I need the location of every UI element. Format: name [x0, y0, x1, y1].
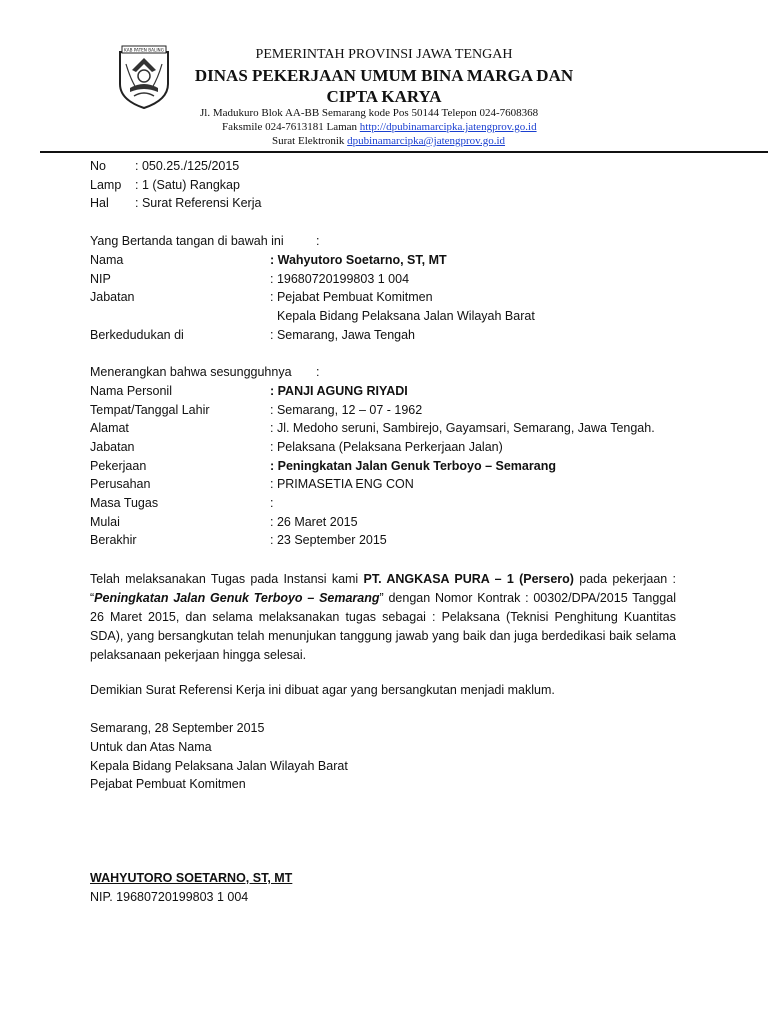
letterhead-divider [40, 151, 768, 153]
signer-intro-colon: : [316, 234, 320, 248]
signer-location-label: Berkedudukan di [90, 328, 184, 342]
ref-hal-value: : Surat Referensi Kerja [135, 196, 262, 210]
email-link[interactable]: dpubinamarcipka@jatengprov.go.id [347, 135, 506, 147]
person-company-value: : PRIMASETIA ENG CON [270, 477, 414, 491]
person-intro: Menerangkan bahwa sesungguhnya [90, 365, 292, 379]
person-name-value: : PANJI AGUNG RIYADI [270, 384, 408, 398]
sign-title-2: Pejabat Pembuat Komitmen [90, 777, 246, 791]
person-job-value: : Peningkatan Jalan Genuk Terboyo – Semarang [270, 459, 556, 473]
closing-sentence: Demikian Surat Referensi Kerja ini dibuat agar yang bersangkutan menjadi maklum. [90, 683, 555, 697]
person-term-value: : [270, 496, 274, 510]
person-end-label: Berakhir [90, 533, 137, 547]
ref-lamp-value: : 1 (Satu) Rangkap [135, 178, 240, 192]
signer-intro: Yang Bertanda tangan di bawah ini [90, 234, 284, 248]
sign-on-behalf: Untuk dan Atas Nama [90, 740, 212, 754]
signer-position-label: Jabatan [90, 290, 135, 304]
person-birth-value: : Semarang, 12 – 07 - 1962 [270, 403, 423, 417]
person-position-value: : Pelaksana (Pelaksana Perkerjaan Jalan) [270, 440, 503, 454]
ref-no-value: : 050.25./125/2015 [135, 159, 240, 173]
person-start-value: : 26 Maret 2015 [270, 515, 358, 529]
person-address-label: Alamat [90, 421, 129, 435]
signer-location-value: : Semarang, Jawa Tengah [270, 328, 416, 342]
statement-paragraph [90, 570, 676, 665]
statement-part3: ” dengan Nomor Kontrak : 00302/DPA/2015 Tanggal 26 Maret 2015, dan selama melaksanakan tugas sebagai : Pelaksana (Teknisi Penghitung Kuantitas SDA), yang bersangkutan telah menunjukan tanggung jawab yang baik dan juga berdedikasi baik selama pelaksanaan pekerjaan hingga selesai. [90, 591, 676, 662]
person-start-label: Mulai [90, 515, 120, 529]
signer-nip-label: NIP [90, 272, 111, 286]
signer-name-value: : Wahyutoro Soetarno, ST, MT [270, 253, 447, 267]
fax-label: Faksmile 024-7613181 Laman [222, 121, 360, 133]
sign-title-1: Kepala Bidang Pelaksana Jalan Wilayah Barat [90, 759, 348, 773]
ref-hal-label: Hal [90, 196, 109, 210]
letterhead-fax-website [222, 121, 537, 133]
sign-place-date: Semarang, 28 September 2015 [90, 721, 265, 735]
person-term-label: Masa Tugas [90, 496, 159, 510]
letterhead-agency-line2: CIPTA KARYA [326, 87, 442, 106]
statement-company: PT. ANGKASA PURA – 1 (Persero) [363, 572, 574, 586]
person-address-value: : Jl. Medoho seruni, Sambirejo, Gayamsari, Semarang, Jawa Tengah. [270, 421, 655, 435]
person-job-label: Pekerjaan [90, 459, 147, 473]
signer-name-label: Nama [90, 253, 124, 267]
statement-part2: pada pekerjaan : “ [90, 572, 677, 605]
signer-position-value-2: Kepala Bidang Pelaksana Jalan Wilayah Barat [277, 309, 535, 323]
signer-position-value: : Pejabat Pembuat Komitmen [270, 290, 433, 304]
statement-part1: Telah melaksanakan Tugas pada Instansi kami [90, 572, 364, 586]
ref-no-label: No [90, 159, 106, 173]
logo-text: KAB PATEN BALING [124, 47, 164, 53]
letterhead-government: PEMERINTAH PROVINSI JAWA TENGAH [255, 47, 513, 62]
letterhead-agency-line1: DINAS PEKERJAAN UMUM BINA MARGA DAN [194, 66, 574, 85]
signer-nip-value: : 19680720199803 1 004 [270, 272, 410, 286]
person-position-label: Jabatan [90, 440, 135, 454]
signatory-name: WAHYUTORO SOETARNO, ST, MT [90, 871, 293, 885]
letterhead-email [272, 135, 505, 147]
ref-lamp-label: Lamp [90, 178, 122, 192]
person-intro-colon: : [316, 365, 320, 379]
person-name-label: Nama Personil [90, 384, 172, 398]
email-label: Surat Elektronik [272, 135, 348, 147]
person-company-label: Perusahan [90, 477, 151, 491]
person-birth-label: Tempat/Tanggal Lahir [90, 403, 210, 417]
person-end-value: : 23 September 2015 [270, 533, 387, 547]
letterhead-address: Jl. Madukuro Blok AA-BB Semarang kode Pos 50144 Telepon 024-7608368 [200, 107, 539, 119]
statement-project: Peningkatan Jalan Genuk Terboyo – Semarang [94, 591, 380, 605]
signatory-nip: NIP. 19680720199803 1 004 [90, 890, 249, 904]
website-link[interactable]: http://dpubinamarcipka.jatengprov.go.id [359, 121, 537, 133]
